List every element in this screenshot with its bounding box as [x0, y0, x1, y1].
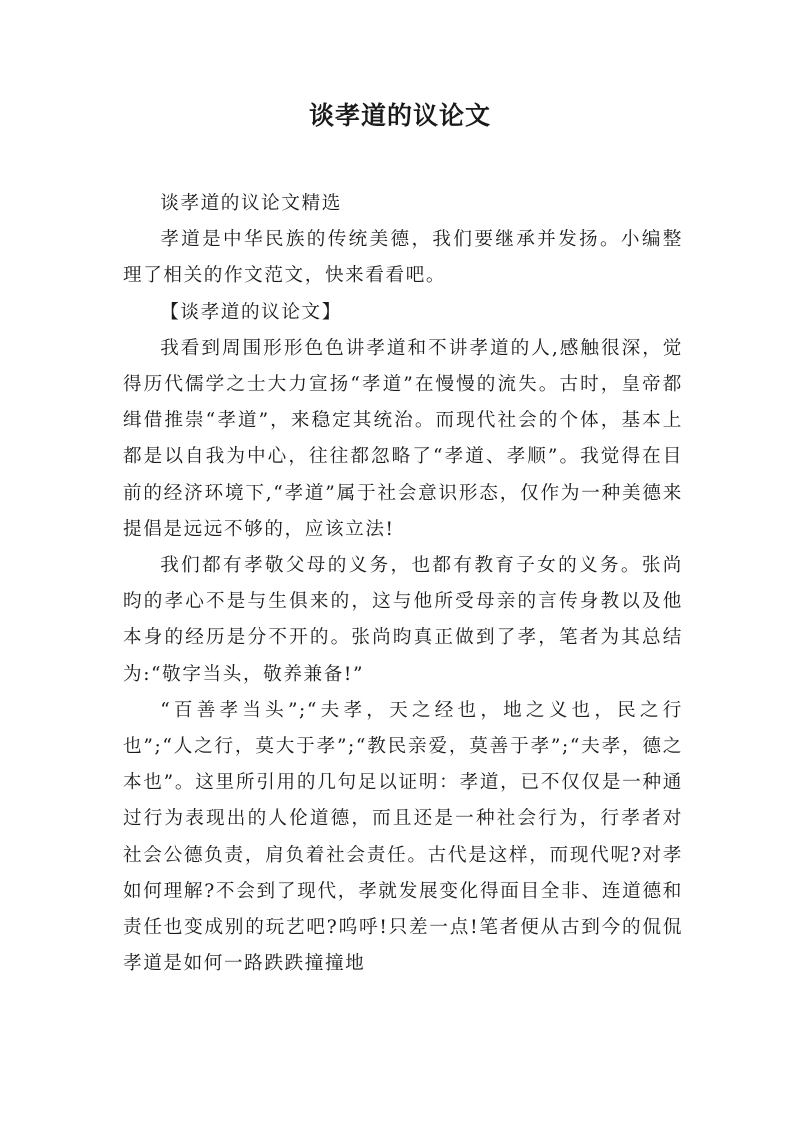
paragraph-section-heading: 【谈孝道的议论文】 [160, 301, 342, 323]
document-body [123, 186, 683, 982]
paragraph-intro: 孝道是中华民族的传统美德，我们要继承并发扬。小编整理了相关的作文范文，快来看看吧。 [123, 229, 683, 287]
document-title: 谈孝道的议论文 [308, 101, 491, 130]
paragraph-body: 我看到周围形形色色讲孝道和不讲孝道的人,感触很深，觉得历代儒学之士大力宣扬“孝道”在慢慢的流失。古时，皇帝都缉借推崇“孝道”，来稳定其统治。而现代社会的个体，基本上都是以自我为中心，往往都忽略了“孝道、孝顺”。我觉得在目前的经济环境下,“孝道”属于社会意识形态，仅作为一种美德来提倡是远远不够的，应该立法! [123, 337, 683, 540]
paragraph-subtitle: 谈孝道的议论文精选 [160, 193, 342, 214]
paragraph-body: 我们都有孝敬父母的义务，也都有教育子女的义务。张尚昀的孝心不是与生俱来的，这与他所受母亲的言传身教以及他本身的经历是分不开的。张尚昀真正做到了孝，笔者为其总结为:“敬字当头，敬养兼备!” [123, 555, 683, 685]
paragraph-body: “百善孝当头”;“夫孝，天之经也，地之义也，民之行也”;“人之行，莫大于孝”;“教民亲爱，莫善于孝”;“夫孝，德之本也”。这里所引用的几句足以证明：孝道，已不仅仅是一种通过行为表现出的人伦道德，而且还是一种社会行为，行孝者对社会公德负责，肩负着社会责任。古代是这样，而现代呢?对孝如何理解?不会到了现代，孝就发展变化得面目全非、连道德和责任也变成别的玩艺吧?呜呼!只差一点!笔者便从古到今的侃侃孝道是如何一路跌跌撞撞地 [123, 699, 683, 975]
